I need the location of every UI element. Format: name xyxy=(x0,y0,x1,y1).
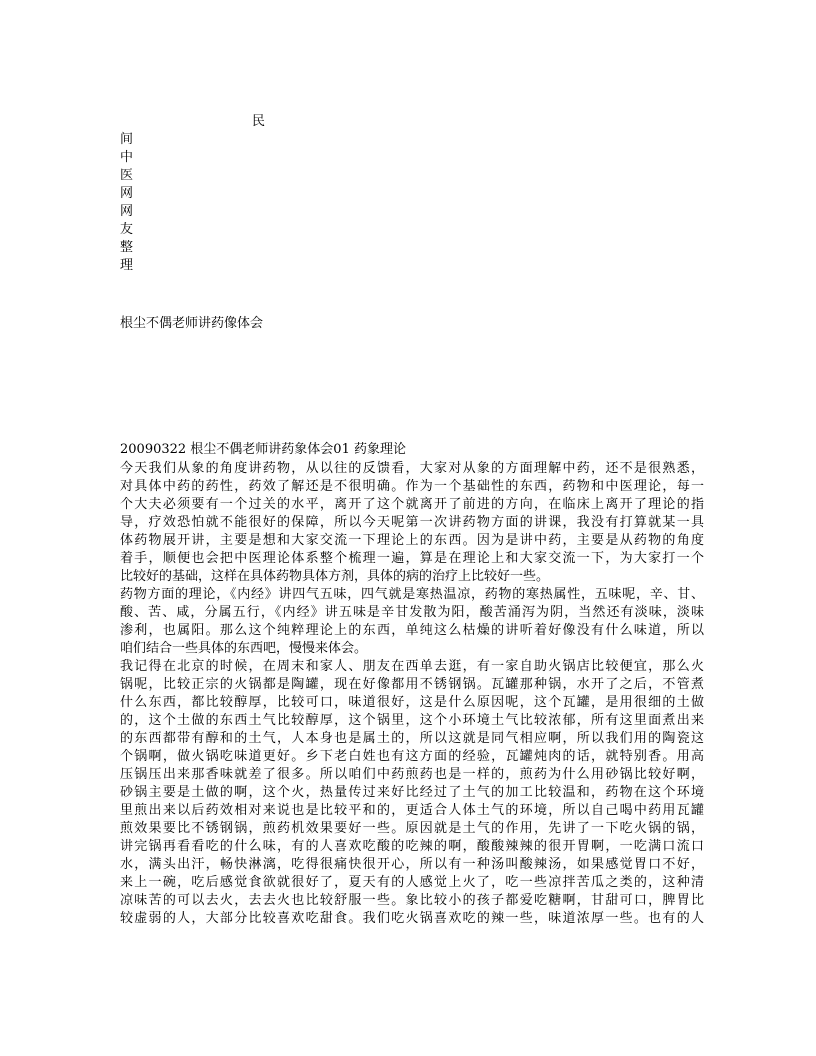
section-heading: 20090322 根尘不偶老师讲药象体会01 药象理论 xyxy=(120,442,406,457)
text-line: 个锅啊，做火锅吃味道更好。乡下老白姓也有这方面的经验，瓦罐炖肉的话，就特别香。用高 xyxy=(120,749,704,764)
text-line: 比较好的基础，这样在具体药物具体方剂，具体的病的治疗上比较好一些。 xyxy=(120,569,550,584)
text-line: 水，满头出汗，畅快淋漓，吃得很痛快很开心，所以有一种汤叫酸辣汤，如果感觉胃口不好， xyxy=(120,857,704,872)
text-line: 凉味苦的可以去火，去去火也比较舒服一些。象比较小的孩子都爱吃糖啊，甘甜可口，脾胃比 xyxy=(120,893,704,908)
text-line: 砂锅主要是土做的啊，这个火，热量传过来好比经过了土气的加工比较温和，药物在这个环境 xyxy=(120,785,704,800)
text-line: 锅呢，比较正宗的火锅都是陶罐，现在好像都用不锈钢锅。瓦罐那种锅，水开了之后，不管煮 xyxy=(120,677,704,692)
text-line: 个大夫必须要有一个过关的水平，离开了这个就离开了前进的方向，在临床上离开了理论的指 xyxy=(120,497,704,512)
vertical-title-char: 网 xyxy=(120,186,134,201)
text-line: 今天我们从象的角度讲药物，从以往的反馈看，大家对从象的方面理解中药，还不是很熟悉， xyxy=(120,461,704,476)
document-body xyxy=(120,460,704,928)
text-line: 体药物展开讲，主要是想和大家交流一下理论上的东西。因为是讲中药，主要是从药物的角度 xyxy=(120,533,704,548)
text-line: 来上一碗，吃后感觉食欲就很好了，夏天有的人感觉上火了，吃一些凉拌苦瓜之类的，这种清 xyxy=(120,875,704,890)
text-line: 的东西都带有醇和的土气，人本身也是属土的，所以这就是同气相应啊，所以我们用的陶瓷这 xyxy=(120,731,704,746)
text-line: 的，这个土做的东西土气比较醇厚，这个锅里，这个小环境土气比较浓郁，所有这里面煮出来 xyxy=(120,713,704,728)
paragraph xyxy=(120,586,704,658)
vertical-title-char: 整 xyxy=(120,240,134,255)
text-line: 对具体中药的药性，药效了解还是不很明确。作为一个基础性的东西，药物和中医理论，每一 xyxy=(120,479,704,494)
text-line: 渗利，也属阳。那么这个纯粹理论上的东西，单纯这么枯燥的讲听着好像没有什么味道，所以 xyxy=(120,623,704,638)
paragraph xyxy=(120,460,704,586)
paragraph xyxy=(120,658,704,928)
subtitle: 根尘不偶老师讲药像体会 xyxy=(120,316,264,331)
text-line: 压锅压出来那香味就差了很多。所以咱们中药煎药也是一样的，煎药为什么用砂锅比较好啊， xyxy=(120,767,704,782)
text-line: 什么东西，都比较醇厚，比较可口，味道很好，这是什么原因呢，这个瓦罐，是用很细的土做 xyxy=(120,695,704,710)
vertical-title-char: 理 xyxy=(120,258,134,273)
vertical-title-char: 友 xyxy=(120,222,134,237)
text-line: 酸、苦、咸，分属五行，《内经》讲五味是辛甘发散为阳，酸苦涌泻为阴，当然还有淡味，淡味 xyxy=(120,605,704,620)
vertical-title-char: 间 xyxy=(120,132,134,147)
text-line: 着手，顺便也会把中医理论体系整个梳理一遍，算是在理论上和大家交流一下，为大家打一个 xyxy=(120,551,704,566)
text-line: 讲完锅再看看吃的什么味，有的人喜欢吃酸的吃辣的啊，酸酸辣辣的很开胃啊，一吃满口流口 xyxy=(120,839,704,854)
text-line: 药物方面的理论，《内经》讲四气五味，四气就是寒热温凉，药物的寒热属性，五味呢，辛、甘、 xyxy=(120,587,704,602)
vertical-title-char: 医 xyxy=(120,168,134,183)
text-line: 我记得在北京的时候，在周末和家人、朋友在西单去逛，有一家自助火锅店比较便宜，那么火 xyxy=(120,659,704,674)
text-line: 导，疗效恐怕就不能很好的保障，所以今天呢第一次讲药物方面的讲课，我没有打算就某一具 xyxy=(120,515,704,530)
vertical-title-char: 中 xyxy=(120,150,134,165)
text-line: 里煎出来以后药效相对来说也是比较平和的，更适合人体土气的环境，所以自己喝中药用瓦罐 xyxy=(120,803,704,818)
text-line: 较虚弱的人，大部分比较喜欢吃甜食。我们吃火锅喜欢吃的辣一些，味道浓厚一些。也有的人 xyxy=(120,911,704,926)
text-line: 咱们结合一些具体的东西吧，慢慢来体会。 xyxy=(120,641,368,656)
title-first-char: 民 xyxy=(252,114,266,129)
vertical-title-char: 网 xyxy=(120,204,134,219)
text-line: 煎效果要比不锈钢锅，煎药机效果要好一些。原因就是土气的作用，先讲了一下吃火锅的锅， xyxy=(120,821,704,836)
